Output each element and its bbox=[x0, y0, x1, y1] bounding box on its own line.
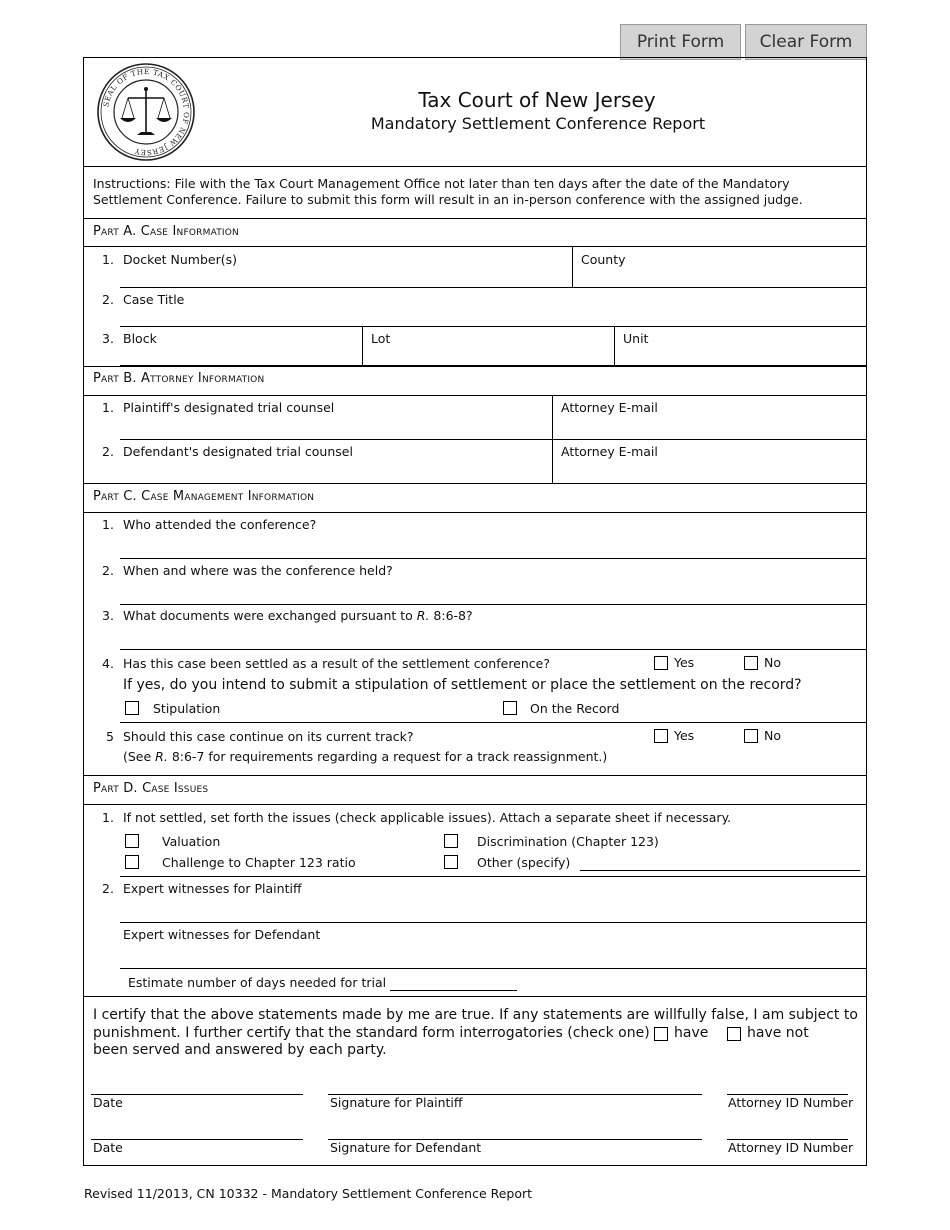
divider bbox=[84, 246, 866, 247]
track-reassignment-note: (See R. 8:6-7 for requirements regarding a request for a track reassignment.) bbox=[123, 749, 608, 764]
svg-text:SEAL OF THE TAX COURT OF NEW J: SEAL OF THE TAX COURT OF NEW JERSEY bbox=[101, 66, 192, 158]
defendant-counsel-label: Defendant's designated trial counsel bbox=[123, 444, 353, 459]
unit-label: Unit bbox=[623, 331, 649, 346]
divider bbox=[84, 996, 866, 997]
part-c-number-3: 3. bbox=[102, 608, 114, 623]
part-a-number-2: 2. bbox=[102, 292, 114, 307]
settled-no-checkbox[interactable] bbox=[744, 656, 758, 670]
part-d-number-2: 2. bbox=[102, 881, 114, 896]
county-label: County bbox=[581, 252, 626, 267]
instructions-line-1: Instructions: File with the Tax Court Management Office not later than ten days after the date of the Mandatory bbox=[93, 176, 790, 191]
trial-days-label: Estimate number of days needed for trial bbox=[128, 975, 387, 990]
discrimination-label: Discrimination (Chapter 123) bbox=[477, 834, 659, 849]
interrogatories-have-not-checkbox[interactable] bbox=[727, 1027, 741, 1041]
plaintiff-signature-label: Signature for Plaintiff bbox=[330, 1095, 463, 1110]
who-attended-label: Who attended the conference? bbox=[123, 517, 317, 532]
docket-number-label: Docket Number(s) bbox=[123, 252, 237, 267]
part-b-number-2: 2. bbox=[102, 444, 114, 459]
other-label: Other (specify) bbox=[477, 855, 571, 870]
case-title-label: Case Title bbox=[123, 292, 185, 307]
divider bbox=[84, 395, 866, 396]
plaintiff-email-label: Attorney E-mail bbox=[561, 400, 658, 415]
when-where-field-line[interactable] bbox=[120, 604, 866, 605]
lot-label: Lot bbox=[371, 331, 391, 346]
on-record-label: On the Record bbox=[530, 701, 620, 716]
date-2-label: Date bbox=[93, 1140, 123, 1155]
valuation-label: Valuation bbox=[162, 834, 221, 849]
divider bbox=[84, 366, 866, 367]
have-label: have bbox=[674, 1025, 709, 1041]
part-b-number-1: 1. bbox=[102, 400, 114, 415]
attorney-id-1-label: Attorney ID Number bbox=[728, 1095, 854, 1110]
expert-plaintiff-field-line[interactable] bbox=[120, 922, 866, 923]
issues-instruction: If not settled, set forth the issues (check applicable issues). Attach a separate sheet if necessary. bbox=[123, 810, 732, 825]
settlement-followup-question: If yes, do you intend to submit a stipulation of settlement or place the settlement on the record? bbox=[123, 677, 802, 693]
part-c-title: Part C. Case Management Information bbox=[93, 489, 315, 504]
divider bbox=[84, 804, 866, 805]
other-checkbox[interactable] bbox=[444, 855, 458, 869]
case-settled-label: Has this case been settled as a result of the settlement conference? bbox=[123, 656, 550, 671]
documents-exchanged-field-line[interactable] bbox=[120, 649, 866, 650]
track-no-checkbox[interactable] bbox=[744, 729, 758, 743]
plaintiff-counsel-label: Plaintiff's designated trial counsel bbox=[123, 400, 335, 415]
track-yes-checkbox[interactable] bbox=[654, 729, 668, 743]
part-a-title: Part A. Case Information bbox=[93, 224, 239, 239]
part-a-number-3: 3. bbox=[102, 331, 114, 346]
divider bbox=[84, 166, 866, 167]
part-b-title: Part B. Attorney Information bbox=[93, 371, 265, 386]
block-label: Block bbox=[123, 331, 157, 346]
track-yes-label: Yes bbox=[674, 728, 695, 743]
instructions-line-2: Settlement Conference. Failure to submit this form will result in an in-person conference with the assigned judge. bbox=[93, 192, 803, 207]
form-subtitle: Mandatory Settlement Conference Report bbox=[370, 114, 706, 133]
part-d-number-1: 1. bbox=[102, 810, 114, 825]
trial-days-field-line[interactable] bbox=[390, 990, 517, 991]
divider bbox=[120, 876, 866, 877]
track-no-label: No bbox=[764, 728, 781, 743]
attorney-id-2-label: Attorney ID Number bbox=[728, 1140, 854, 1155]
part-c-number-1: 1. bbox=[102, 517, 114, 532]
settled-yes-checkbox[interactable] bbox=[654, 656, 668, 670]
defendant-email-label: Attorney E-mail bbox=[561, 444, 658, 459]
expert-plaintiff-label: Expert witnesses for Plaintiff bbox=[123, 881, 302, 896]
continue-track-label: Should this case continue on its current track? bbox=[123, 729, 414, 744]
part-c-number-2: 2. bbox=[102, 563, 114, 578]
part-c-number-4: 4. bbox=[102, 656, 114, 671]
certify-line-2: punishment. I further certify that the standard form interrogatories (check one) bbox=[93, 1025, 650, 1041]
have-not-label: have not bbox=[747, 1025, 809, 1041]
print-form-button[interactable]: Print Form bbox=[620, 24, 741, 60]
part-c-number-5: 5 bbox=[106, 729, 114, 744]
stipulation-label: Stipulation bbox=[153, 701, 221, 716]
certify-line-1: I certify that the above statements made by me are true. If any statements are willfully false, I am subject to bbox=[93, 1007, 858, 1023]
case-title-field-line[interactable] bbox=[120, 326, 866, 327]
who-attended-field-line[interactable] bbox=[120, 558, 866, 559]
challenge-checkbox[interactable] bbox=[125, 855, 139, 869]
defendant-signature-label: Signature for Defendant bbox=[330, 1140, 482, 1155]
on-record-checkbox[interactable] bbox=[503, 701, 517, 715]
form-title: Tax Court of New Jersey bbox=[418, 88, 656, 112]
settled-no-label: No bbox=[764, 655, 781, 670]
settled-yes-label: Yes bbox=[674, 655, 695, 670]
expert-defendant-field-line[interactable] bbox=[120, 968, 866, 969]
docket-field-line[interactable] bbox=[120, 287, 866, 288]
divider bbox=[84, 218, 866, 219]
plaintiff-counsel-field-line[interactable] bbox=[120, 439, 866, 440]
date-1-label: Date bbox=[93, 1095, 123, 1110]
divider bbox=[362, 326, 363, 365]
clear-form-button[interactable]: Clear Form bbox=[745, 24, 867, 60]
divider bbox=[614, 326, 615, 365]
when-where-label: When and where was the conference held? bbox=[123, 563, 393, 578]
discrimination-checkbox[interactable] bbox=[444, 834, 458, 848]
court-seal-icon bbox=[95, 62, 197, 162]
part-d-title: Part D. Case Issues bbox=[93, 781, 209, 796]
documents-exchanged-label: What documents were exchanged pursuant to R. 8:6-8? bbox=[123, 608, 473, 623]
revision-footer: Revised 11/2013, CN 10332 - Mandatory Settlement Conference Report bbox=[84, 1186, 533, 1201]
stipulation-checkbox[interactable] bbox=[125, 701, 139, 715]
challenge-label: Challenge to Chapter 123 ratio bbox=[162, 855, 356, 870]
divider bbox=[120, 722, 866, 723]
valuation-checkbox[interactable] bbox=[125, 834, 139, 848]
certify-line-3: been served and answered by each party. bbox=[93, 1042, 387, 1058]
divider bbox=[84, 512, 866, 513]
expert-defendant-label: Expert witnesses for Defendant bbox=[123, 927, 321, 942]
divider bbox=[84, 483, 866, 484]
interrogatories-have-checkbox[interactable] bbox=[654, 1027, 668, 1041]
other-specify-field-line[interactable] bbox=[580, 870, 860, 871]
divider bbox=[84, 775, 866, 776]
divider bbox=[572, 246, 573, 287]
part-a-number-1: 1. bbox=[102, 252, 114, 267]
